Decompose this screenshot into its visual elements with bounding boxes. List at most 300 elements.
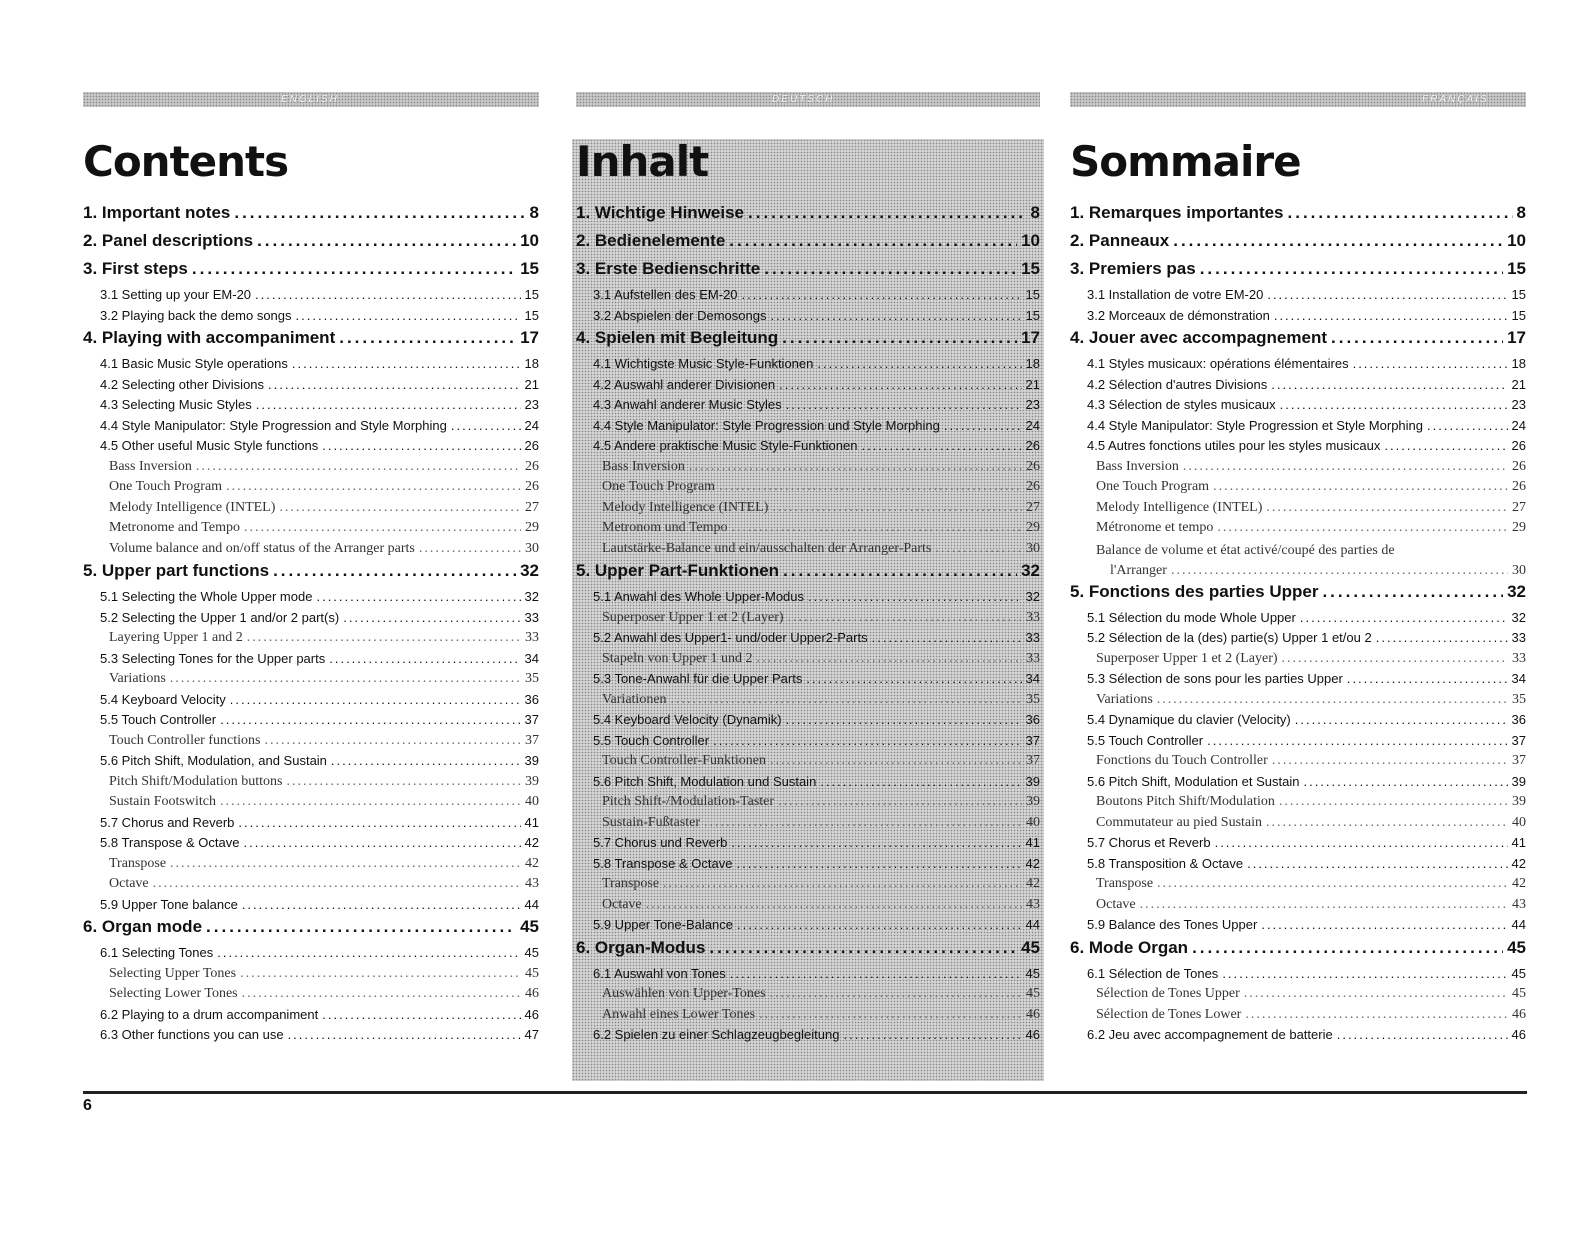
dot-leader	[756, 651, 1022, 667]
toc-entry	[1070, 377, 1526, 398]
toc-entry	[1070, 712, 1526, 733]
dot-leader	[786, 397, 1022, 412]
toc-entry-page: 46	[524, 1006, 539, 1022]
toc-entry-page: 32	[1507, 581, 1526, 601]
dot-leader	[196, 459, 521, 475]
dot-leader	[770, 986, 1022, 1002]
toc-entry	[83, 815, 539, 836]
toc-entry	[1070, 794, 1526, 815]
toc-entry-page: 45	[1021, 937, 1040, 957]
toc-entry-label: Variationen	[602, 691, 667, 707]
toc-entry	[1070, 938, 1526, 966]
toc-entry-label: 4.3 Anwahl anderer Music Styles	[593, 397, 782, 412]
toc-entry-label: 4.5 Andere praktische Music Style-Funktionen	[593, 438, 858, 453]
toc-entry-label: 3.2 Abspielen der Demosongs	[593, 307, 767, 323]
toc-entry	[576, 630, 1040, 651]
dot-leader	[1244, 986, 1508, 1002]
toc-entry-label: 5.4 Keyboard Velocity	[100, 691, 226, 707]
toc-entry	[83, 287, 539, 308]
toc-entry-label: Sélection de Tones Lower	[1096, 1006, 1242, 1022]
dot-leader	[192, 259, 516, 279]
toc-entry	[83, 692, 539, 713]
toc-entry-page: 30	[1512, 563, 1526, 578]
toc-entry-page: 33	[524, 609, 539, 625]
toc-entry	[576, 259, 1040, 287]
toc-entry-page: 26	[524, 438, 539, 453]
dot-leader	[843, 1027, 1021, 1042]
dot-leader	[817, 356, 1021, 371]
language-bar	[83, 92, 539, 107]
toc-entry-label: 5.9 Upper Tone-Balance	[593, 917, 733, 932]
toc-entry	[83, 856, 539, 877]
toc-entry-label: Sustain-Fußtaster	[602, 814, 700, 830]
toc-entry	[576, 835, 1040, 856]
toc-entry	[576, 561, 1040, 589]
toc-entry-page: 34	[1511, 671, 1526, 686]
toc-entry	[1070, 287, 1526, 308]
toc-entry-label: Lautstärke-Balance und ein/ausschalten der Arranger-Parts	[602, 540, 932, 556]
toc-entry-label: 5.8 Transpose & Octave	[100, 835, 240, 850]
toc-entry	[576, 328, 1040, 356]
toc-entry-page: 46	[1026, 1006, 1040, 1022]
toc-entry-label: 4.3 Selecting Music Styles	[100, 397, 252, 412]
toc-entry	[1070, 328, 1526, 356]
toc-entry	[576, 733, 1040, 754]
toc-entry-label: 5.1 Anwahl des Whole Upper-Modus	[593, 589, 805, 604]
dot-leader	[1171, 561, 1508, 582]
toc-entry	[1070, 541, 1526, 582]
toc-entry-page: 41	[1025, 835, 1040, 850]
toc-entry-label: 5.5 Touch Controller	[593, 732, 710, 748]
dot-leader	[759, 1007, 1022, 1023]
toc-entry	[1070, 692, 1526, 713]
toc-entry	[576, 459, 1040, 480]
toc-entry	[83, 945, 539, 966]
toc-entry-page: 15	[524, 307, 539, 323]
dot-leader	[770, 308, 1021, 323]
dot-leader	[1427, 418, 1508, 433]
toc-entry	[576, 610, 1040, 631]
toc-entry-page: 46	[1025, 1027, 1040, 1042]
toc-entry	[83, 259, 539, 287]
toc-entry	[1070, 753, 1526, 774]
dot-leader	[646, 897, 1022, 913]
toc-entry-page: 37	[1512, 753, 1526, 768]
toc-entry-label: 4.1 Basic Music Style operations	[100, 356, 288, 371]
dot-leader	[343, 610, 520, 625]
toc-entry	[83, 520, 539, 541]
toc-entry-page: 10	[1021, 231, 1040, 250]
toc-entry-page: 17	[1507, 328, 1526, 347]
dot-leader	[1222, 966, 1507, 981]
page-title: Inhalt	[576, 137, 709, 186]
dot-leader	[872, 630, 1022, 645]
toc-entry-label: 5.1 Selecting the Whole Upper mode	[100, 589, 313, 604]
toc-entry-label: Variations	[1096, 691, 1153, 707]
toc-entry-label: 5. Fonctions des parties Upper	[1070, 581, 1319, 601]
toc-entry	[576, 671, 1040, 692]
toc-entry-label: 4.5 Autres fonctions utiles pour les styles musicaux	[1087, 438, 1381, 453]
toc-entry-page: 26	[525, 458, 539, 474]
dot-leader	[1288, 203, 1513, 223]
language-bar	[1070, 92, 1526, 107]
toc-entry-page: 18	[1511, 356, 1526, 371]
toc-entry-page: 42	[1512, 876, 1526, 891]
toc-entry-label: One Touch Program	[602, 479, 716, 494]
dot-leader	[1337, 1027, 1508, 1042]
toc-entry-label: 4.2 Auswahl anderer Divisionen	[593, 376, 776, 392]
toc-entry	[83, 418, 539, 439]
dot-leader	[779, 377, 1021, 392]
toc-entry-page: 44	[1511, 917, 1526, 932]
toc-entry-label: 6.2 Spielen zu einer Schlagzeugbegleitung	[593, 1027, 840, 1042]
toc-entry-page: 29	[1512, 520, 1526, 535]
toc-entry-label: Octave	[109, 876, 149, 891]
toc-entry-label: Octave	[602, 896, 642, 912]
dot-leader	[242, 986, 521, 1002]
toc-entry-page: 39	[525, 773, 539, 789]
toc-entry-page: 27	[1512, 499, 1526, 515]
toc-entry-label: 5. Upper Part-Funktionen	[576, 561, 780, 580]
dot-leader	[1279, 794, 1508, 810]
toc-entry	[83, 794, 539, 815]
toc-entry	[83, 589, 539, 610]
toc-entry	[576, 938, 1040, 966]
toc-entry-label: 6.2 Playing to a drum accompaniment	[100, 1006, 319, 1022]
toc-entry	[1070, 308, 1526, 329]
toc-entry	[576, 712, 1040, 733]
dot-leader	[220, 712, 520, 727]
toc-entry-page: 44	[524, 896, 539, 912]
toc-entry-page: 39	[1026, 794, 1040, 809]
toc-entry-label: 6. Organ mode	[83, 917, 203, 936]
toc-entry-page: 39	[1025, 773, 1040, 789]
dot-leader	[1376, 630, 1508, 645]
toc-entry	[576, 377, 1040, 398]
toc-entry-page: 15	[1511, 307, 1526, 323]
toc-entry-label: 3.2 Morceaux de démonstration	[1087, 307, 1270, 323]
toc-entry-label: 6.3 Other functions you can use	[100, 1027, 284, 1042]
dot-leader	[788, 610, 1022, 626]
toc-entry	[83, 397, 539, 418]
toc-entry-page: 43	[1512, 896, 1526, 912]
toc-entry-page: 36	[524, 691, 539, 707]
toc-entry-page: 17	[520, 328, 539, 347]
toc-entry	[1070, 671, 1526, 692]
toc-entry-label: 5.8 Transposition & Octave	[1087, 855, 1244, 871]
toc-entry	[83, 876, 539, 897]
dot-leader	[1217, 520, 1508, 536]
dot-leader	[206, 917, 516, 937]
toc-entry	[1070, 610, 1526, 631]
toc-entry-page: 24	[1025, 417, 1040, 433]
page-title: Sommaire	[1070, 137, 1301, 186]
dot-leader	[1215, 835, 1508, 850]
toc-entry-page: 17	[1021, 328, 1040, 347]
toc-entry-label: One Touch Program	[1096, 479, 1210, 494]
toc-entry-page: 29	[1026, 520, 1040, 535]
dot-leader	[1213, 479, 1508, 495]
toc-entry	[576, 897, 1040, 918]
dot-leader	[748, 203, 1027, 223]
toc-entry-label: Volume balance and on/off status of the Arranger parts	[109, 540, 415, 556]
toc-entry-page: 37	[524, 712, 539, 727]
toc-entry-page: 26	[1512, 479, 1526, 494]
toc-entry	[576, 500, 1040, 521]
toc-entry	[576, 589, 1040, 610]
dot-leader	[731, 835, 1021, 850]
toc-entry-page: 35	[525, 671, 539, 686]
dot-leader	[240, 966, 521, 982]
toc-entry-label: Superposer Upper 1 et 2 (Layer)	[602, 609, 784, 625]
toc-entry	[1070, 966, 1526, 987]
dot-leader	[292, 356, 521, 371]
dot-leader	[288, 1027, 521, 1042]
toc-entry	[576, 876, 1040, 897]
toc-entry	[576, 966, 1040, 987]
toc-entry-page: 45	[524, 945, 539, 960]
dot-leader	[238, 815, 520, 830]
dot-leader	[709, 938, 1017, 958]
toc-entry	[83, 541, 539, 562]
toc-entry-page: 18	[1025, 356, 1040, 371]
dot-leader	[329, 651, 520, 666]
dot-leader	[1280, 397, 1508, 412]
toc-entry-label: One Touch Program	[109, 479, 223, 494]
page-number: 6	[83, 1097, 92, 1114]
toc-entry	[576, 651, 1040, 672]
footer-rule	[83, 1091, 1527, 1094]
toc-entry-label: 5.2 Sélection de la (des) partie(s) Upper 1 et/ou 2	[1087, 630, 1372, 645]
dot-leader	[1300, 610, 1508, 625]
toc-entry-label: 5.5 Touch Controller	[1087, 732, 1204, 748]
dot-leader	[1200, 259, 1503, 279]
toc-entry	[576, 231, 1040, 259]
toc-entry-label: 5.3 Sélection de sons pour les parties Upper	[1087, 671, 1343, 686]
toc-entry	[1070, 815, 1526, 836]
dot-leader	[1157, 876, 1508, 892]
toc-entry-page: 10	[520, 231, 539, 250]
toc-entry-label: 4. Spielen mit Begleitung	[576, 328, 779, 347]
toc-list	[1070, 203, 1526, 1048]
toc-entry-page: 21	[1511, 376, 1526, 392]
toc-entry-page: 36	[1025, 712, 1040, 727]
toc-entry-page: 33	[1026, 609, 1040, 625]
dot-leader	[1347, 671, 1508, 686]
toc-entry	[1070, 630, 1526, 651]
toc-entry-label: 5.6 Pitch Shift, Modulation und Sustain	[593, 773, 817, 789]
toc-entry-page: 45	[525, 965, 539, 981]
dot-leader	[316, 589, 520, 604]
dot-leader	[737, 917, 1022, 932]
toc-entry-page: 33	[1512, 650, 1526, 666]
toc-entry	[576, 356, 1040, 377]
toc-entry-label: 5.3 Selecting Tones for the Upper parts	[100, 650, 326, 666]
toc-entry-label: Commutateur au pied Sustain	[1096, 814, 1263, 830]
toc-entry-label: Selecting Upper Tones	[109, 965, 237, 981]
toc-entry-label: 4.3 Sélection de styles musicaux	[1087, 397, 1276, 412]
toc-entry-page: 33	[1025, 630, 1040, 645]
toc-entry-label: 4. Playing with accompaniment	[83, 328, 336, 347]
dot-leader	[944, 418, 1022, 433]
toc-entry-label: 4.2 Sélection d'autres Divisions	[1087, 376, 1268, 392]
toc-entry-label: Anwahl eines Lower Tones	[602, 1006, 756, 1022]
toc-entry-label: 1. Remarques importantes	[1070, 203, 1284, 222]
toc-entry-label: 6.2 Jeu avec accompagnement de batterie	[1087, 1027, 1333, 1042]
toc-entry	[1070, 876, 1526, 897]
toc-entry-label: Transpose	[1096, 876, 1154, 891]
toc-entry-label: Layering Upper 1 and 2	[109, 630, 243, 645]
toc-entry-label: 6. Mode Organ	[1070, 937, 1189, 957]
toc-entry	[1070, 203, 1526, 231]
toc-entry-page: 45	[1507, 937, 1526, 957]
dot-leader	[1261, 917, 1507, 932]
toc-entry	[83, 733, 539, 754]
toc-entry-label: 5.3 Tone-Anwahl für die Upper Parts	[593, 671, 803, 686]
toc-entry	[83, 835, 539, 856]
dot-leader	[286, 774, 521, 790]
toc-entry-label: Pitch Shift-/Modulation-Taster	[602, 794, 775, 809]
toc-entry	[1070, 835, 1526, 856]
toc-entry	[576, 520, 1040, 541]
toc-entry-label: 5.4 Keyboard Velocity (Dynamik)	[593, 712, 782, 727]
toc-entry-page: 45	[1511, 965, 1526, 981]
toc-entry-page: 33	[525, 630, 539, 645]
dot-leader	[786, 712, 1022, 727]
toc-entry	[576, 986, 1040, 1007]
toc-entry-label: 5.6 Pitch Shift, Modulation et Sustain	[1087, 773, 1300, 789]
toc-entry-page: 35	[1512, 691, 1526, 707]
toc-entry-label: 3. Premiers pas	[1070, 259, 1196, 278]
dot-leader	[671, 692, 1022, 708]
dot-leader	[264, 733, 521, 749]
dot-leader	[689, 459, 1022, 475]
toc-entry	[576, 774, 1040, 795]
toc-entry-label: 5.5 Touch Controller	[100, 712, 217, 727]
toc-entry	[576, 794, 1040, 815]
dot-leader	[279, 500, 521, 516]
toc-entry-page: 40	[1026, 814, 1040, 830]
toc-entry-label: Melody Intelligence (INTEL)	[109, 499, 276, 515]
toc-entry-label: Stapeln von Upper 1 und 2	[602, 650, 753, 666]
toc-entry	[83, 1007, 539, 1028]
dot-leader	[778, 794, 1022, 810]
toc-entry	[83, 712, 539, 733]
toc-entry-page: 37	[1511, 732, 1526, 748]
toc-entry-label: 2. Bedienelemente	[576, 231, 726, 250]
dot-leader	[764, 259, 1017, 279]
toc-entry	[576, 287, 1040, 308]
toc-entry	[1070, 479, 1526, 500]
dot-leader	[226, 479, 521, 495]
toc-entry	[83, 630, 539, 651]
dot-leader	[230, 692, 521, 707]
toc-entry-page: 46	[1512, 1006, 1526, 1022]
toc-entry	[1070, 774, 1526, 795]
toc-entry-label: Sélection de Tones Upper	[1096, 986, 1240, 1001]
toc-entry	[576, 308, 1040, 329]
toc-entry-label: 3.1 Installation de votre EM-20	[1087, 287, 1264, 302]
dot-leader	[730, 966, 1022, 981]
toc-entry	[1070, 897, 1526, 918]
dot-leader	[273, 561, 516, 581]
toc-entry-page: 46	[1511, 1027, 1526, 1042]
dot-leader	[1384, 438, 1507, 453]
toc-entry	[83, 459, 539, 480]
toc-entry-page: 42	[1511, 855, 1526, 871]
toc-entry-label: 4.4 Style Manipulator: Style Progression and Style Morphing	[100, 417, 447, 433]
toc-entry	[83, 1027, 539, 1048]
dot-leader	[1271, 377, 1507, 392]
toc-entry-page: 32	[1511, 609, 1526, 625]
language-label: DEUTSCH	[772, 94, 835, 105]
toc-entry-label: 3. First steps	[83, 259, 188, 278]
toc-entry-page: 34	[524, 650, 539, 666]
toc-entry-page: 39	[524, 753, 539, 768]
dot-leader	[782, 328, 1017, 348]
dot-leader	[296, 308, 521, 323]
toc-entry-page: 23	[524, 397, 539, 412]
toc-entry	[83, 897, 539, 918]
dot-leader	[742, 287, 1022, 302]
toc-entry-page: 42	[1025, 855, 1040, 871]
toc-entry-page: 8	[1030, 203, 1040, 222]
dot-leader	[719, 479, 1022, 495]
toc-entry-page: 32	[524, 589, 539, 604]
contents-column-french	[1070, 92, 1526, 1048]
toc-entry-label: 4.4 Style Manipulator: Style Progression et Style Morphing	[1087, 417, 1424, 433]
toc-entry	[83, 561, 539, 589]
dot-leader	[244, 520, 521, 536]
toc-entry-page: 42	[1026, 876, 1040, 891]
toc-entry	[576, 692, 1040, 713]
toc-entry-page: 45	[1026, 986, 1040, 1001]
toc-entry-page: 15	[524, 287, 539, 302]
dot-leader	[339, 328, 516, 348]
toc-entry-page: 26	[1512, 458, 1526, 474]
dot-leader	[1192, 938, 1503, 958]
toc-entry	[83, 356, 539, 377]
toc-list	[83, 203, 539, 1048]
dot-leader	[170, 856, 521, 872]
dot-leader	[729, 231, 1017, 251]
toc-entry-label: 4.4 Style Manipulator: Style Progression und Style Morphing	[593, 417, 940, 433]
toc-entry	[1070, 500, 1526, 521]
dot-leader	[820, 774, 1021, 789]
dot-leader	[935, 541, 1022, 557]
toc-entry	[576, 815, 1040, 836]
toc-entry-label: 5.2 Anwahl des Upper1- und/oder Upper2-Parts	[593, 630, 868, 645]
language-label: FRANÇAIS	[1422, 94, 1489, 105]
dot-leader	[1295, 712, 1508, 727]
toc-entry-label: 3.1 Aufstellen des EM-20	[593, 287, 738, 302]
toc-entry-label: Transpose	[602, 876, 660, 891]
toc-entry-label: 5.8 Transpose & Octave	[593, 855, 733, 871]
dot-leader	[861, 438, 1021, 453]
toc-entry-page: 30	[525, 540, 539, 556]
toc-entry-label: 4.1 Styles musicaux: opérations élémentaires	[1087, 356, 1349, 371]
toc-entry	[1070, 1007, 1526, 1028]
toc-entry	[576, 438, 1040, 459]
dot-leader	[322, 438, 520, 453]
toc-entry-label: 6. Organ-Modus	[576, 937, 706, 957]
toc-entry-label: 2. Panel descriptions	[83, 231, 254, 250]
toc-entry	[83, 308, 539, 329]
toc-entry-label: Métronome et tempo	[1096, 520, 1214, 535]
toc-list	[576, 203, 1040, 1048]
toc-entry-page: 37	[525, 732, 539, 748]
toc-entry	[1070, 356, 1526, 377]
